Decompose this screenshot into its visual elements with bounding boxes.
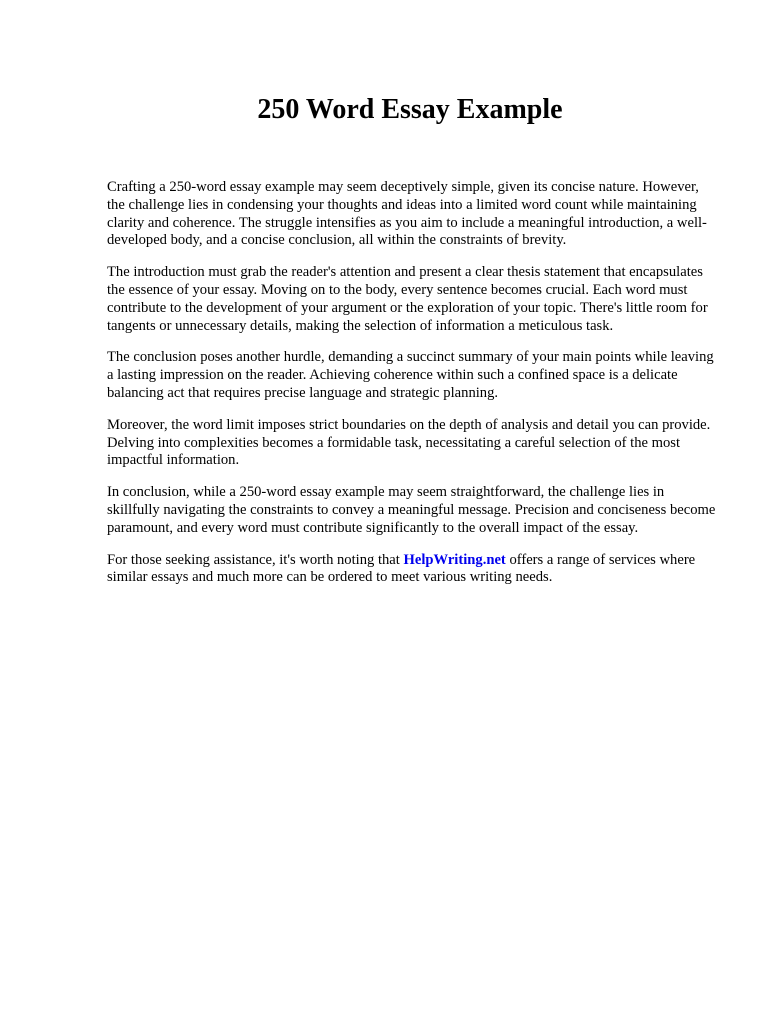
closing-paragraph xyxy=(107,552,719,588)
helpwriting-link[interactable]: HelpWriting.net xyxy=(403,551,506,568)
closing-text-before-link: For those seeking assistance, it's worth noting that xyxy=(107,551,404,568)
paragraph-5: In conclusion, while a 250-word essay example may seem straightforward, the challenge lies in skillfully navigating the constraints to convey a meaningful message. Precision and conciseness become paramount, and every word must contribute significantly to the overall impact of the essay. xyxy=(107,484,716,536)
paragraph-2: The introduction must grab the reader's attention and present a clear thesis statement that encapsulates the essence of your essay. Moving on to the body, every sentence becomes crucial. Each word must contribute to the development of your argument or the exploration of your topic. There's little room for tangents or unnecessary details, making the selection of information a meticulous task. xyxy=(107,264,708,334)
page-title: 250 Word Essay Example xyxy=(257,94,563,125)
paragraph-4: Moreover, the word limit imposes strict boundaries on the depth of analysis and detail you can provide. Delving into complexities becomes a formidable task, necessitating a careful selection of the most impactful information. xyxy=(107,416,711,469)
paragraph-3: The conclusion poses another hurdle, demanding a succinct summary of your main points while leaving a lasting impression on the reader. Achieving coherence within such a confined space is a delicate balancing act that requires precise language and strategic planning. xyxy=(107,349,714,401)
essay-body xyxy=(107,179,719,601)
closing-text-after-link: offers a range of services where similar essays and much more can be ordered to meet various writing needs. xyxy=(107,551,696,586)
paragraph-1: Crafting a 250-word essay example may seem deceptively simple, given its concise nature. However, the challenge lies in condensing your thoughts and ideas into a limited word count while maintaining clarity and coherence. The struggle intensifies as you aim to include a meaningful introduction, a well-developed body, and a concise conclusion, all within the constraints of brevity. xyxy=(107,179,707,249)
